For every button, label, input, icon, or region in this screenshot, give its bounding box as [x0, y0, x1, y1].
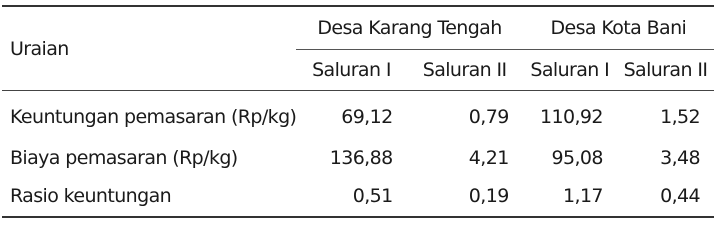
row-label: Keuntungan pemasaran (Rp/kg)	[10, 106, 297, 128]
table-cell: 110,92	[540, 106, 603, 128]
table-cell: 0,79	[468, 106, 509, 128]
table-cell: 0,51	[296, 176, 406, 217]
table-cell: 1,17	[523, 176, 617, 217]
row-header-label: Uraian	[2, 6, 296, 91]
table-cell: 3,48	[660, 146, 700, 169]
table-cell: 4,21	[468, 146, 509, 169]
table-cell: 1,52	[660, 106, 700, 128]
subheader-karang-tengah-saluran-2: Saluran II	[407, 50, 523, 91]
table-row	[2, 139, 714, 176]
table-cell: 136,88	[329, 146, 393, 169]
table-cell: 69,12	[341, 106, 393, 128]
table-cell: 95,08	[551, 146, 603, 169]
table-cell: 0,19	[407, 176, 523, 217]
subheader-karang-tengah-saluran-1: Saluran I	[296, 50, 406, 91]
subheader-kota-bani-saluran-1: Saluran I	[523, 50, 617, 91]
marketing-margin-table	[2, 5, 714, 218]
table-cell: 0,44	[617, 176, 714, 217]
row-label: Biaya pemasaran (Rp/kg)	[10, 146, 238, 169]
group-header-karang-tengah: Desa Karang Tengah	[296, 6, 522, 50]
row-label: Rasio keuntungan	[2, 176, 296, 217]
table-row	[2, 91, 714, 140]
group-header-kota-bani: Desa Kota Bani	[523, 6, 714, 50]
subheader-kota-bani-saluran-2: Saluran II	[617, 50, 714, 91]
table-row	[2, 176, 714, 217]
